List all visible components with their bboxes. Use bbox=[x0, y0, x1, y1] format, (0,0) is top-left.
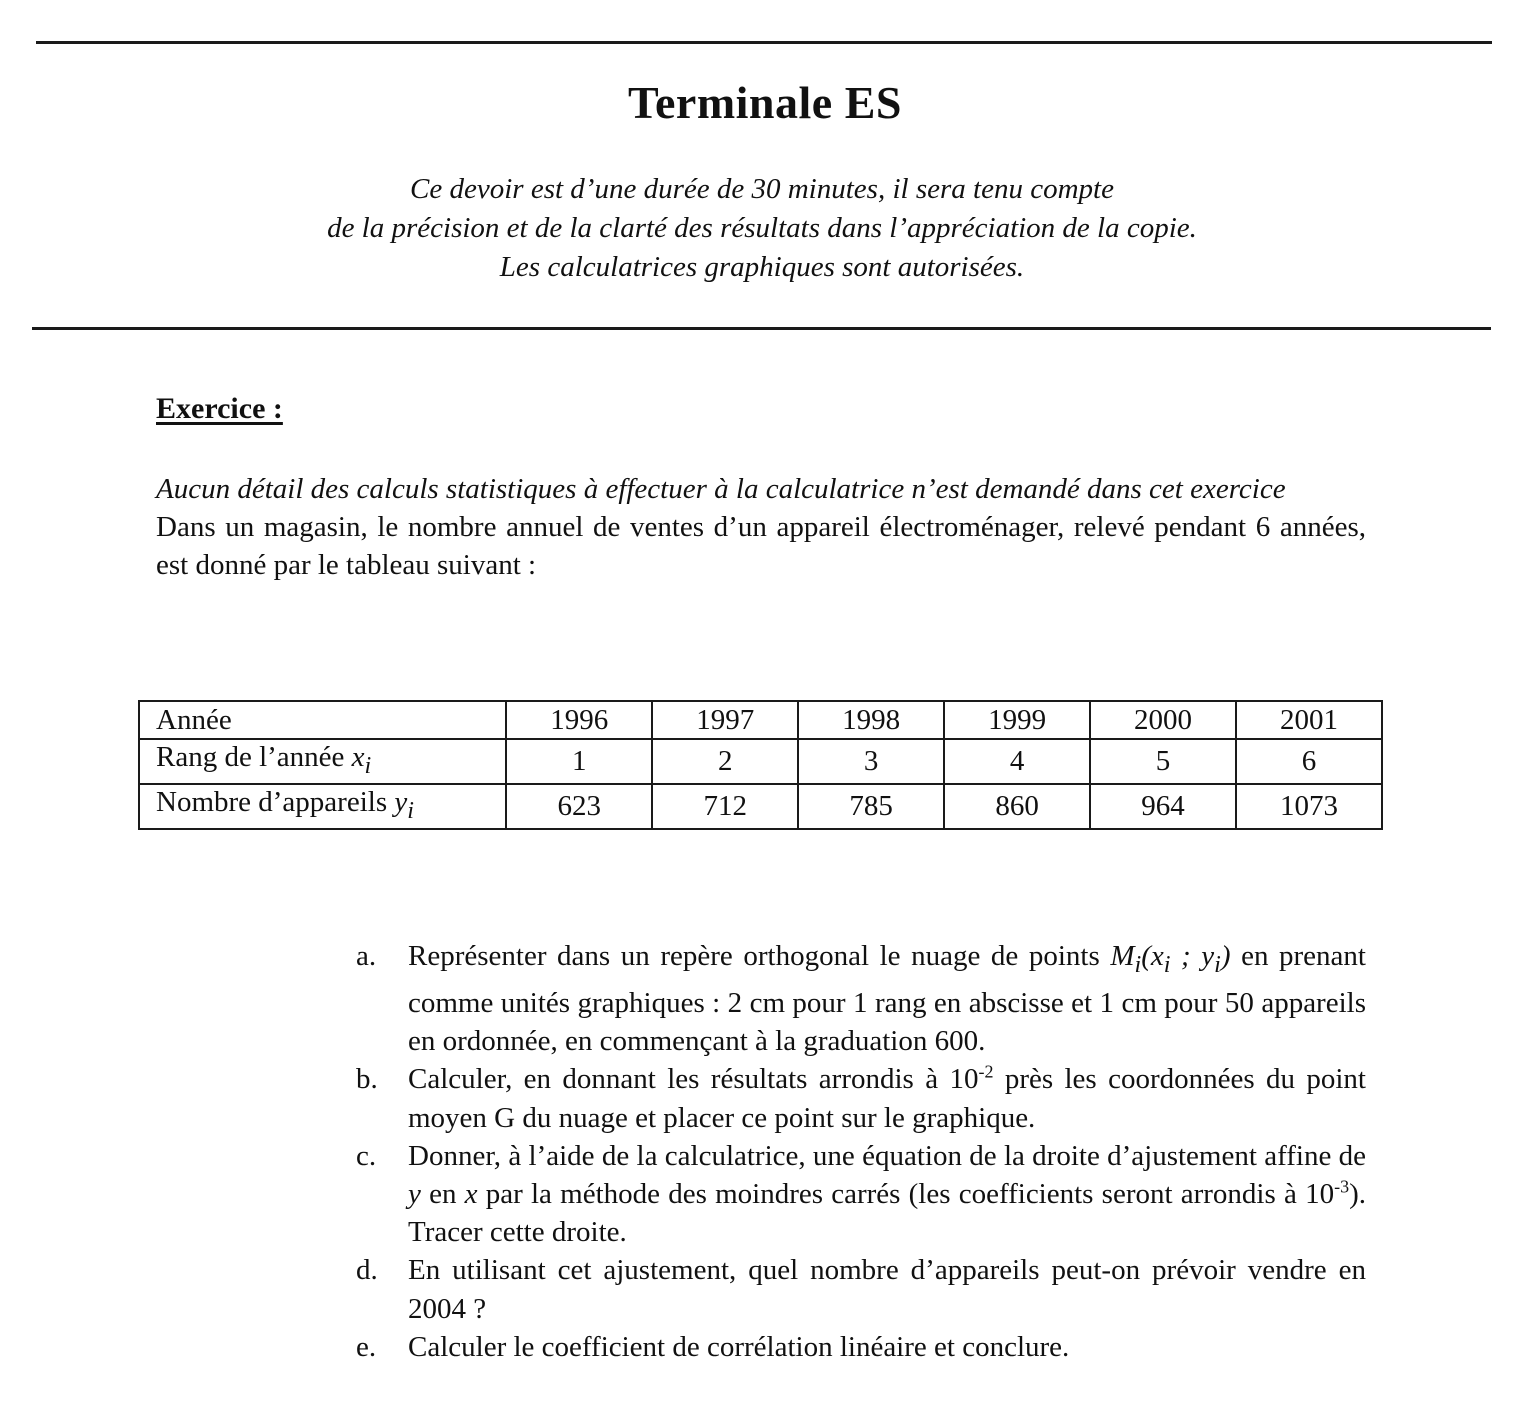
exponent: -3 bbox=[1334, 1176, 1350, 1197]
question-text: Calculer le coefficient de corrélation linéaire et conclure. bbox=[408, 1330, 1070, 1363]
row-header-count bbox=[139, 784, 506, 829]
table-cell: 1 bbox=[506, 739, 652, 784]
table-cell: 964 bbox=[1090, 784, 1236, 829]
count-subscript: i bbox=[407, 796, 414, 824]
question-a bbox=[356, 937, 1366, 1060]
row-header-rank-label: Rang de l’année bbox=[156, 741, 352, 773]
table-cell: 1996 bbox=[506, 701, 652, 739]
table-cell: 785 bbox=[798, 784, 944, 829]
table-cell: 1998 bbox=[798, 701, 944, 739]
bottom-rule bbox=[32, 327, 1491, 330]
row-header-count-label: Nombre d’appareils bbox=[156, 785, 395, 818]
question-b-text-2: près les coordonnées du point moyen G du nuage et placer ce point sur le graphique. bbox=[408, 1063, 1366, 1134]
table-cell: 5 bbox=[1090, 739, 1236, 784]
question-b bbox=[356, 1060, 1366, 1136]
instruction-line: Ce devoir est d’une durée de 30 minutes, il sera tenu compte bbox=[410, 173, 1114, 205]
page-title: Terminale ES bbox=[628, 77, 902, 128]
question-a-text-2: en prenant comme unités graphiques : 2 cm pour 1 rang en abscisse et 1 cm pour 50 appareils en ordonnée, en commençant à la graduation 600. bbox=[408, 940, 1366, 1058]
table-row-rank bbox=[139, 739, 1382, 784]
table-cell: 6 bbox=[1236, 739, 1382, 784]
table-cell: 1997 bbox=[652, 701, 798, 739]
question-text bbox=[408, 1060, 1366, 1136]
table-cell: 2 bbox=[652, 739, 798, 784]
table-cell: 4 bbox=[944, 739, 1090, 784]
exercise-statement: Dans un magasin, le nombre annuel de ventes d’un appareil électroménager, relevé pendant 6 années, est donné par le tableau suivant : bbox=[156, 511, 1366, 581]
question-c bbox=[356, 1137, 1366, 1252]
question-text: En utilisant cet ajustement, quel nombre d’appareils peut-on prévoir vendre en 2004 ? bbox=[408, 1254, 1366, 1325]
question-letter: a. bbox=[356, 940, 377, 972]
exercise-heading: Exercice : bbox=[156, 392, 283, 425]
instruction-line: Les calculatrices graphiques sont autorisées. bbox=[499, 251, 1025, 283]
question-letter: c. bbox=[356, 1139, 377, 1172]
variable-y: y bbox=[408, 1178, 421, 1211]
top-rule bbox=[36, 41, 1492, 44]
table-cell: 2000 bbox=[1090, 701, 1236, 739]
point-coords-open: (x bbox=[1141, 940, 1164, 972]
question-c-text-3: ). Tracer cette droite. bbox=[408, 1178, 1366, 1249]
exercise-intro bbox=[156, 470, 1366, 584]
table-row-year bbox=[139, 701, 1382, 739]
question-text bbox=[408, 937, 1366, 1060]
row-header-year: Année bbox=[139, 701, 506, 739]
instruction-line: de la précision et de la clarté des résultats dans l’appréciation de la copie. bbox=[327, 212, 1197, 244]
rank-variable: x bbox=[351, 741, 365, 773]
question-e bbox=[356, 1328, 1366, 1366]
coord-subscript: i bbox=[1163, 950, 1171, 978]
question-c-text-2: par la méthode des moindres carrés (les coefficients seront arrondis à 10 bbox=[477, 1178, 1335, 1211]
table-cell: 1999 bbox=[944, 701, 1090, 739]
coord-subscript: i bbox=[1214, 950, 1221, 978]
question-text bbox=[408, 1137, 1366, 1252]
variable-x: x bbox=[464, 1178, 478, 1211]
question-c-text-en: en bbox=[420, 1178, 465, 1211]
exponent: -2 bbox=[978, 1061, 994, 1082]
question-letter: d. bbox=[356, 1254, 378, 1287]
table-cell: 623 bbox=[506, 784, 652, 829]
question-a-text-1: Représenter dans un repère orthogonal le nuage de points bbox=[408, 940, 1111, 972]
exercise-note: Aucun détail des calculs statistiques à effectuer à la calculatrice n’est demandé dans cet exercice bbox=[156, 473, 1286, 505]
exam-instructions bbox=[0, 170, 1521, 287]
question-letter: e. bbox=[356, 1330, 377, 1363]
table-cell: 712 bbox=[652, 784, 798, 829]
table-cell: 860 bbox=[944, 784, 1090, 829]
point-subscript: i bbox=[1134, 950, 1142, 978]
table-cell: 1073 bbox=[1236, 784, 1382, 829]
count-variable: y bbox=[394, 785, 408, 818]
point-name: M bbox=[1110, 940, 1135, 972]
question-letter: b. bbox=[356, 1063, 378, 1096]
point-coords-mid: ; y bbox=[1170, 940, 1215, 972]
table-cell: 2001 bbox=[1236, 701, 1382, 739]
rank-subscript: i bbox=[364, 751, 372, 779]
table-cell: 3 bbox=[798, 739, 944, 784]
point-coords-close: ) bbox=[1220, 940, 1231, 972]
table-row-count bbox=[139, 784, 1382, 829]
question-b-text-1: Calculer, en donnant les résultats arrondis à 10 bbox=[408, 1063, 979, 1096]
row-header-rank bbox=[139, 739, 506, 784]
question-list bbox=[356, 937, 1366, 1366]
question-c-text-1: Donner, à l’aide de la calculatrice, une équation de la droite d’ajustement affine de bbox=[408, 1139, 1366, 1172]
sales-table bbox=[138, 700, 1383, 830]
question-d bbox=[356, 1251, 1366, 1327]
